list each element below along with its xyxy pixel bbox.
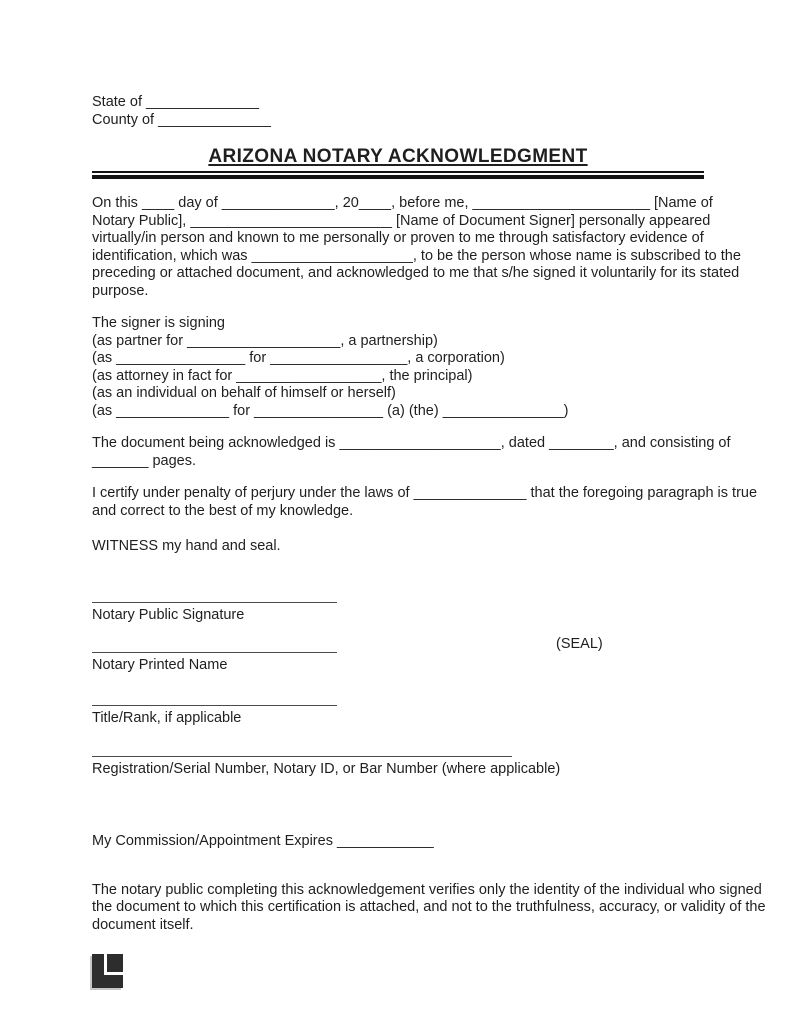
text-line: virtually/in person and known to me personally or proven to me through satisfactory evidence of <box>92 230 704 246</box>
notary-printed-name-line <box>92 635 337 653</box>
signer-section-heading: The signer is signing <box>92 315 225 331</box>
notary-signature-label: Notary Public Signature <box>92 606 245 623</box>
state-of-line: State of ______________ <box>92 94 259 110</box>
county-of-line: County of ______________ <box>92 112 271 128</box>
text-line: _______ pages. <box>92 452 197 469</box>
signer-capacity-section <box>92 315 704 420</box>
notary-printed-name-field <box>92 635 704 674</box>
notary-disclaimer-paragraph <box>92 881 766 935</box>
registration-number-line <box>92 739 512 757</box>
legal-templates-logo-icon <box>92 954 123 988</box>
notary-signature-field <box>92 585 704 624</box>
page-title: ARIZONA NOTARY ACKNOWLEDGMENT <box>208 146 588 167</box>
registration-number-field <box>92 739 704 778</box>
text-line: I certify under penalty of perjury under the laws of ______________ that the foregoing paragraph is true <box>92 485 758 501</box>
text-line: preceding or attached document, and acknowledged to me that s/he signed it voluntarily for its stated <box>92 265 740 281</box>
notary-signature-line <box>92 585 337 603</box>
text-line: The document being acknowledged is ____________________, dated ________, and consisting of <box>92 435 731 451</box>
seal-placeholder-label: (SEAL) <box>556 635 603 652</box>
text-line: purpose. <box>92 282 149 299</box>
title-rank-line <box>92 688 337 706</box>
logo-cut-horizontal <box>104 972 123 975</box>
title-rank-label: Title/Rank, if applicable <box>92 709 242 726</box>
title-divider-rule <box>92 171 704 179</box>
witness-statement <box>92 538 704 556</box>
text-line: On this ____ day of ______________, 20____, before me, ______________________ [Name of <box>92 195 713 211</box>
acknowledged-document-paragraph <box>92 435 731 470</box>
signer-option-corporation: (as ________________ for _________________, a corporation) <box>92 350 505 366</box>
intro-paragraph <box>92 195 741 300</box>
notary-printed-name-label: Notary Printed Name <box>92 656 228 673</box>
title-rank-field <box>92 688 704 727</box>
text-line: identification, which was ____________________, to be the person whose name is subscribed to the <box>92 247 741 264</box>
signer-option-individual: (as an individual on behalf of himself or herself) <box>92 385 396 401</box>
text-line: the document to which this certification is attached, and not to the truthfulness, accuracy, or validity of the <box>92 899 766 915</box>
page-content <box>92 93 766 988</box>
registration-number-label: Registration/Serial Number, Notary ID, or Bar Number (where applicable) <box>92 760 561 777</box>
signer-option-attorney-in-fact: (as attorney in fact for __________________, the principal) <box>92 367 473 384</box>
text-line: Notary Public], _________________________ [Name of Document Signer] personally appeared <box>92 212 711 229</box>
text-line: The notary public completing this acknowledgement verifies only the identity of the individual who signed <box>92 881 762 898</box>
text-line: WITNESS my hand and seal. <box>92 538 281 554</box>
certification-paragraph <box>92 485 758 520</box>
signer-option-partnership: (as partner for ___________________, a partnership) <box>92 332 438 349</box>
text-line: document itself. <box>92 916 194 933</box>
commission-expiration-line: My Commission/Appointment Expires ____________ <box>92 832 434 849</box>
text-line: and correct to the best of my knowledge. <box>92 502 354 519</box>
signer-option-other: (as ______________ for ________________ (a) (the) _______________) <box>92 402 569 419</box>
